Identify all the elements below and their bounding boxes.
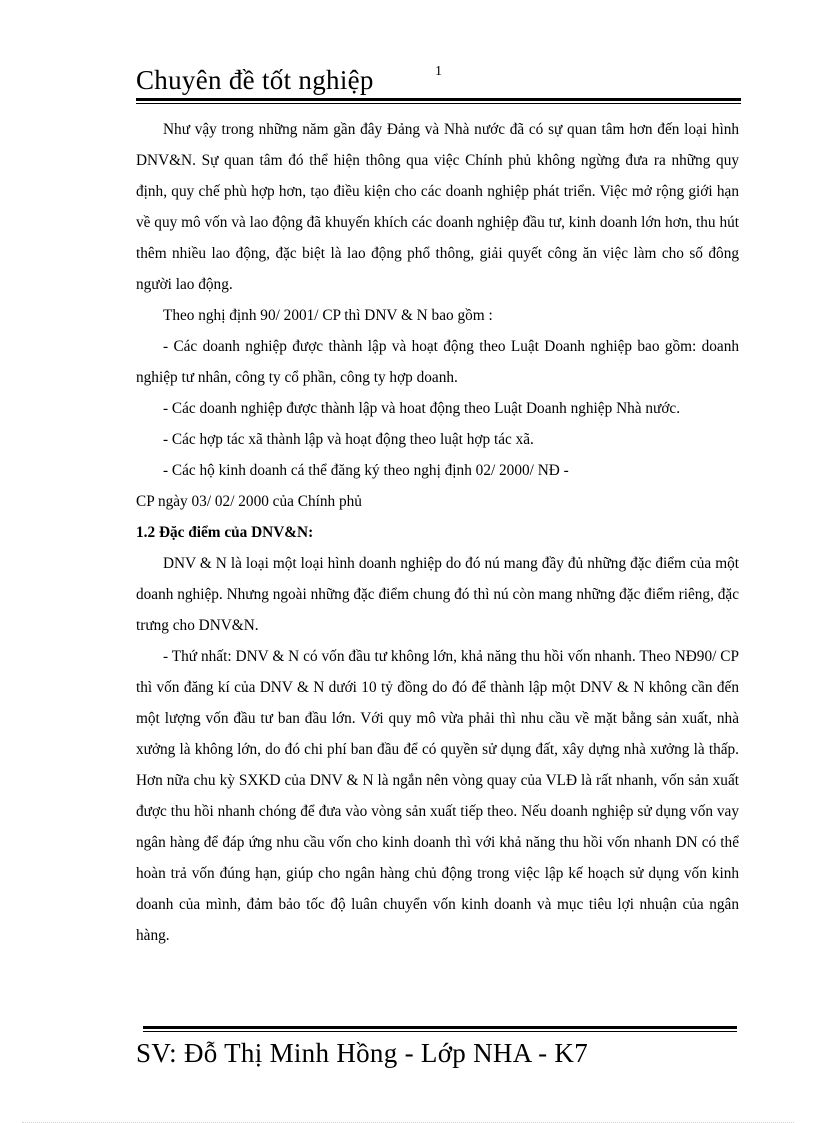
document-body — [136, 114, 739, 951]
page-footer: SV: Đỗ Thị Minh Hồng - Lớp NHA - K7 — [136, 1038, 589, 1068]
paragraph-decree-date: CP ngày 03/ 02/ 2000 của Chính phủ — [136, 493, 362, 510]
header-double-rule — [136, 98, 741, 104]
list-item-cooperatives: - Các hợp tác xã thành lập và hoạt động theo luật hợp tác xã. — [163, 431, 534, 448]
list-item-enterprise-law: - Các doanh nghiệp được thành lập và hoạt động theo Luật Doanh nghiệp bao gồm: doanh nghiệp tư nhân, công ty cổ phần, công ty hợp doanh. — [136, 338, 739, 386]
paragraph-intro: Như vậy trong những năm gần đây Đảng và Nhà nước đã có sự quan tâm hơn đến loại hình DNV&N. Sự quan tâm đó thể hiện thông qua việc Chính phủ không ngừng đưa ra những quy định, quy chế phù hợp hơn, tạo điều kiện cho các doanh nghiệp phát triển. Việc mở rộng giới hạn về quy mô vốn và lao động đã khuyến khích các doanh nghiệp đầu tư, kinh doanh lớn hơn, thu hút thêm nhiều lao động, đặc biệt là lao động phổ thông, giải quyết công ăn việc làm cho số đông người lao động. — [136, 121, 739, 293]
paragraph-characteristics: DNV & N là loại một loại hình doanh nghiệp do đó nú mang đầy đủ những đặc điểm của một doanh nghiệp. Nhưng ngoài những đặc điểm chung đó thì nú còn mang những đặc điểm riêng, đặc trưng cho DNV&N. — [136, 555, 739, 634]
section-heading: 1.2 Đặc điểm của DNV&N: — [136, 524, 314, 541]
paragraph-decree: Theo nghị định 90/ 2001/ CP thì DNV & N bao gồm : — [163, 307, 493, 324]
page-header-title: Chuyên đề tốt nghiệp — [136, 65, 374, 95]
page-number: 1 — [435, 64, 442, 79]
footer-double-rule — [143, 1026, 737, 1032]
list-item-household-business: - Các hộ kinh doanh cá thể đăng ký theo nghị định 02/ 2000/ NĐ - — [163, 462, 569, 479]
paragraph-first-point: - Thứ nhất: DNV & N có vốn đầu tư không lớn, khả năng thu hồi vốn nhanh. Theo NĐ90/ CP thì vốn đăng kí của DNV & N dưới 10 tỷ đồng do đó để thành lập một DNV & N không cần đến một lượng vốn đầu tư ban đầu lớn. Với quy mô vừa phải thì nhu cầu về mặt bằng sản xuất, nhà xưởng là không lớn, do đó chi phí ban đầu để có quyền sử dụng đất, xây dựng nhà xưởng là thấp. Hơn nữa chu kỳ SXKD của DNV & N là ngắn nên vòng quay của VLĐ là rất nhanh, vốn sản xuất được thu hồi nhanh chóng để đưa vào vòng sản xuất tiếp theo. Nếu doanh nghiệp sử dụng vốn vay ngân hàng để đáp ứng nhu cầu vốn cho kinh doanh thì với khả năng thu hồi vốn nhanh DN có thể hoàn trả vốn đúng hạn, giúp cho ngân hàng chủ động trong việc lập kế hoạch sử dụng vốn kinh doanh của mình, đảm bảo tốc độ luân chuyển vốn kinh doanh và mục tiêu lợi nhuận của ngân hàng. — [136, 648, 739, 944]
list-item-state-enterprise-law: - Các doanh nghiệp được thành lập và hoat động theo Luật Doanh nghiệp Nhà nước. — [163, 400, 681, 417]
